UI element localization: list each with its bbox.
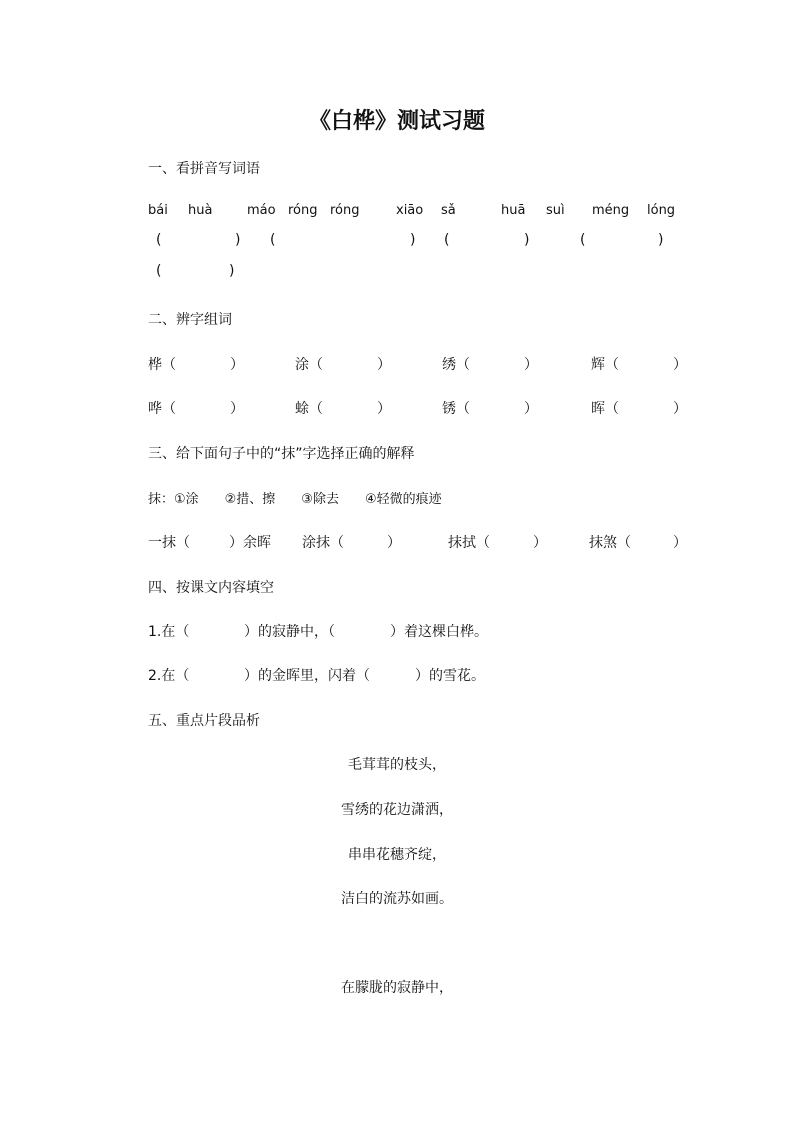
fill-text: ）的雪花。 [415,668,485,684]
section-1-heading: 一、看拼音写词语 [148,161,260,177]
paren-open: （ [456,357,470,373]
question-4-tail: ） [673,535,687,551]
paren-open: ( [444,232,450,248]
char-item: 晖 [591,401,605,417]
fill-text: ）着这棵白桦。 [390,624,488,640]
fill-text: 1.在（ [148,624,190,640]
question-3-tail: ） [533,535,547,551]
poem-line: 串串花穗齐绽， [348,847,446,863]
pinyin-syllable: róng [330,203,360,218]
question-4-lead: 抹煞（ [589,535,631,551]
poem-line: 洁白的流苏如画。 [341,891,453,907]
paren-open: （ [162,401,176,417]
char-item: 辉 [591,357,605,373]
paren-open: （ [456,401,470,417]
char-item: 桦 [148,357,162,373]
section-3-heading: 三、给下面句子中的“抹”字选择正确的解释 [148,446,415,462]
paren-close: ) [235,232,241,248]
section-4-heading: 四、按课文内容填空 [148,580,274,596]
pinyin-syllable: huā [501,203,526,218]
paren-close: ） [230,401,244,417]
char-item: 锈 [442,401,456,417]
fill-text: ）的寂静中，（ [244,624,335,640]
poem-line: 毛茸茸的枝头， [348,757,446,773]
paren-close: ) [524,232,530,248]
fill-text: ）的金晖里，闪着（ [244,668,370,684]
poem-line: 在朦胧的寂静中， [341,980,453,996]
question-1-tail: ）余晖 [229,535,271,551]
char-item: 涂 [295,357,309,373]
paren-open: ( [156,263,162,279]
paren-open: （ [605,357,619,373]
pinyin-syllable: máo [247,203,276,218]
paren-close: ） [377,401,391,417]
paren-open: （ [605,401,619,417]
section-2-heading: 二、辨字组词 [148,312,232,328]
paren-open: （ [309,401,323,417]
char-item: 哗 [148,401,162,417]
pinyin-syllable: bái [148,203,168,218]
paren-close: ) [658,232,664,248]
question-3-lead: 抹拭（ [448,535,490,551]
char-item: 绣 [442,357,456,373]
paren-close: ） [673,401,687,417]
pinyin-syllable: lóng [647,203,676,218]
char-item: 蜍 [295,401,309,417]
paren-close: ) [410,232,416,248]
paren-close: ) [229,263,235,279]
section-5-heading: 五、重点片段品析 [148,713,260,729]
fill-text: 2.在（ [148,668,190,684]
meaning-options: 抹：①涂 ②措、擦 ③除去 ④轻微的痕迹 [148,492,442,507]
pinyin-syllable: suì [546,203,565,218]
paren-open: ( [580,232,586,248]
pinyin-syllable: méng [592,203,630,218]
question-2-tail: ） [387,535,401,551]
poem-line: 雪绣的花边潇洒， [341,802,453,818]
paren-close: ） [377,357,391,373]
pinyin-syllable: huà [188,203,213,218]
question-1-lead: 一抹（ [148,535,190,551]
paren-open: （ [309,357,323,373]
paren-close: ） [230,357,244,373]
paren-close: ） [524,357,538,373]
pinyin-syllable: xiāo [396,203,424,218]
paren-close: ） [524,401,538,417]
pinyin-syllable: róng [288,203,318,218]
paren-close: ） [673,357,687,373]
page-title: 《白桦》测试习题 [308,108,485,134]
paren-open: ( [156,232,162,248]
paren-open: （ [162,357,176,373]
question-2-lead: 涂抹（ [302,535,344,551]
pinyin-syllable: sǎ [441,203,456,218]
paren-open: ( [270,232,276,248]
